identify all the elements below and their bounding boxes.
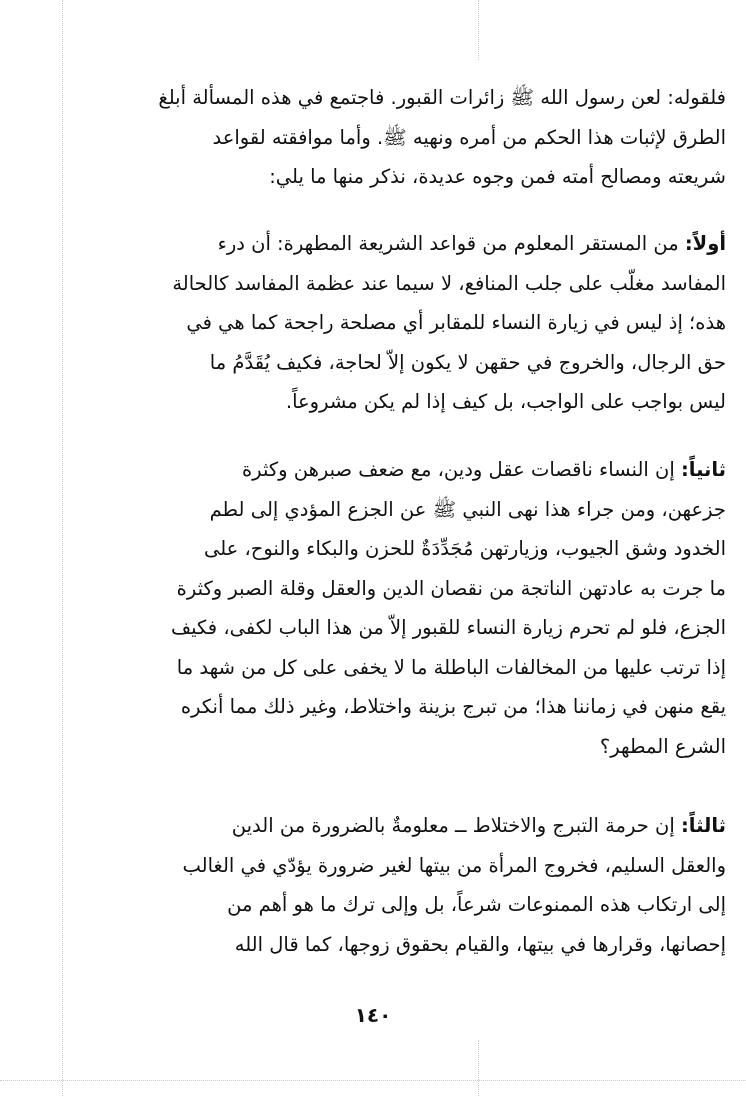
paragraph-intro [62, 78, 726, 197]
text-line: إذا ترتب عليها من المخالفات الباطلة ما لا يخفى على كل من شهد ما [176, 655, 726, 679]
text-line-body: من المستقر المعلوم من قواعد الشريعة المطهرة: أن درء [217, 232, 679, 255]
paragraph-third-point [62, 806, 726, 964]
text-line: والعقل السليم، فخروج المرأة من بيتها لغير ضرورة يؤدّي في الغالب [182, 853, 726, 877]
text-line: الخدود وشق الجيوب، وزيارتهن مُجَدِّدَةٌ للحزن والبكاء والنوح، على [203, 537, 726, 560]
text-line: الجزع، فلو لم تحرم زيارة النساء للقبور إلاّ من هذا الباب لكفى، فكيف [170, 616, 726, 639]
text-line: الطرق لإثبات هذا الحكم من أمره ونهيه ﷺ. وأما موافقته لقواعد [212, 125, 726, 149]
point-heading: ثانياً: [680, 458, 726, 481]
text-line-body: إن حرمة التبرج والاختلاط ــ معلومةٌ بالضرورة من الدين [231, 814, 675, 837]
text-line: ما جرت به عادتهن الناتجة من نقصان الدين والعقل وقلة الصبر وكثرة [176, 576, 726, 600]
text-line: يقع منهن في زماننا هذا؛ من تبرج بزينة واختلاط، وغير ذلك مما أنكره [180, 695, 726, 718]
text-line [62, 806, 726, 846]
text-line [62, 224, 726, 264]
text-line: فلقوله: لعن رسول الله ﷺ زائرات القبور. فاجتمع في هذه المسألة أبلغ [158, 86, 726, 109]
text-line: الشرع المطهر؟ [599, 734, 726, 758]
text-line: إلى ارتكاب هذه الممنوعات شرعاً، بل وإلى ترك ما هو أهم من [227, 893, 726, 916]
margin-guide-line [0, 1080, 746, 1081]
margin-guide-line [478, 1040, 479, 1096]
text-line [62, 450, 726, 490]
paragraph-first-point [62, 224, 726, 422]
text-line-body: إن النساء ناقصات عقل ودين، مع ضعف صبرهن وكثرة [241, 458, 675, 481]
margin-guide-line [478, 0, 479, 60]
page-number: ١٤٠ [354, 1003, 392, 1027]
text-line: إحصانها، وقرارها في بيتها، والقيام بحقوق زوجها، كما قال الله [234, 932, 726, 956]
point-heading: ثالثاً: [680, 814, 726, 837]
text-line: جزعهن، ومن جراء هذا نهى النبي ﷺ عن الجزع المؤدي إلى لطم [209, 497, 726, 521]
paragraph-second-point [62, 450, 726, 766]
text-line: هذه؛ إذ ليس في زيارة النساء للمقابر أي مصلحة راجحة كما هي في [186, 311, 726, 334]
point-heading: أولاً: [684, 232, 726, 255]
text-line: حق الرجال، والخروج في حقهن لا يكون إلاّ لحاجة، فكيف يُقَدَّمُ ما [209, 350, 726, 374]
text-line: ليس بواجب على الواجب، بل كيف إذا لم يكن مشروعاً. [285, 390, 726, 413]
text-line: شريعته ومصالح أمته فمن وجوه عديدة، نذكر منها ما يلي: [269, 165, 726, 188]
text-line: المفاسد مغلّب على جلب المنافع، لا سيما عند عظمة المفاسد كالحالة [172, 271, 726, 295]
